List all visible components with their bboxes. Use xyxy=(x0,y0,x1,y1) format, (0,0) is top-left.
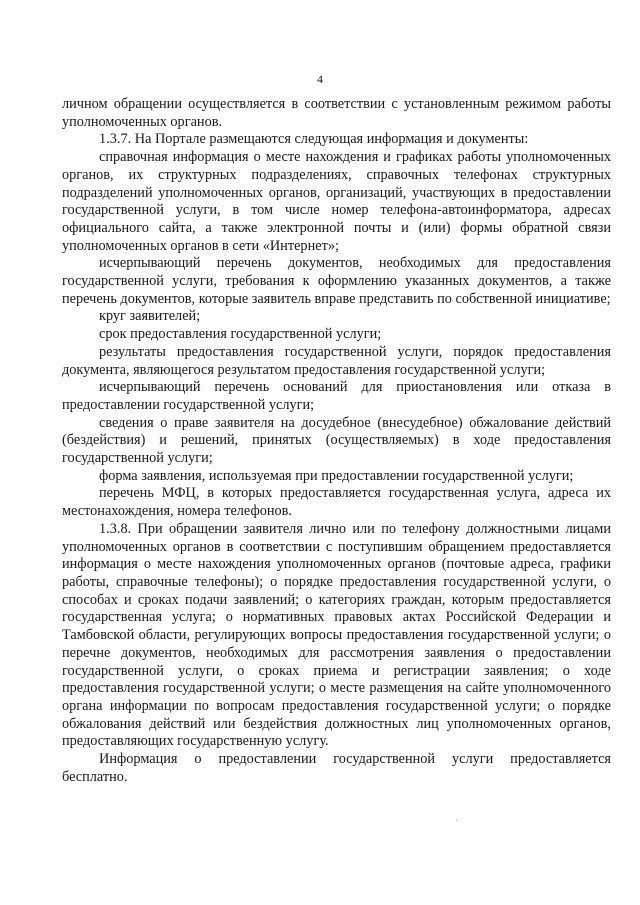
paragraph-continuation: личном обращении осуществляется в соответствии с установленным режимом работы уполномоченных органов. xyxy=(62,96,611,130)
list-item-application-form: форма заявления, используемая при предоставлении государственной услуги; xyxy=(99,467,574,484)
list-item-applicants: круг заявителей; xyxy=(99,308,201,325)
list-item-appeal-rights: сведения о праве заявителя на досудебное (внесудебное) обжалование действий (бездействия) и решений, принятых (осуществляемых) в ходе предоставления государственной услуги; xyxy=(62,414,611,467)
document-body xyxy=(62,96,611,786)
list-item-mfc-list: перечень МФЦ, в которых предоставляется государственная услуга, адреса их местонахождения, номера телефонов. xyxy=(62,485,611,520)
list-item-documents-list: исчерпывающий перечень документов, необходимых для предоставления государственной услуги, требования к оформлению указанных документов, а также перечень документов, которые заявитель вправе представить по собственной инициативе; xyxy=(62,255,611,307)
list-item-reference-info: справочная информация о месте нахождения и графиках работы уполномоченных органов, их структурных подразделениях, справочных телефонах структурных подразделений уполномоченных органов, организаций, участвующих в предоставлении государственной услуги, в том числе номер телефона-автоинформатора, адресах официального сайта, а также электронной почты и (или) формы обратной связи уполномоченных органов в сети «Интернет»; xyxy=(62,149,611,254)
list-item-refusal-grounds: исчерпывающий перечень оснований для приостановления или отказа в предоставлении государственной услуги; xyxy=(62,379,611,413)
page-number: 4 xyxy=(317,72,323,86)
paragraph-free-of-charge: Информация о предоставлении государственной услуги предоставляется бесплатно. xyxy=(62,751,611,785)
list-item-service-term: срок предоставления государственной услуги; xyxy=(99,326,382,343)
paragraph-section-1-3-8: 1.3.8. При обращении заявителя лично или по телефону должностными лицами уполномоченных органов в соответствии с поступившим обращением предоставляется информация о месте нахождения уполномоченных органов (почтовые адреса, графики работы, справочные телефоны); о порядке предоставления государственной услуги, о способах и сроках подачи заявлений; о категориях граждан, которым предоставляется государственная услуга; о нормативных правовых актах Российской Федерации и Тамбовской области, регулирующих вопросы предоставления государственной услуги; о перечне документов, необходимых для рассмотрения заявления о предоставлении государственной услуги, о сроках приема и регистрации заявления; о ходе предоставления государственной услуги; о месте размещения на сайте уполномоченного органа информации по вопросам предоставления государственной услуги; о порядке обжалования действий или бездействия должностных лиц уполномоченных органов, предоставляющих государственную услугу. xyxy=(62,520,611,750)
list-item-service-results: результаты предоставления государственной услуги, порядок предоставления документа, являющегося результатом предоставления государственной услуги; xyxy=(62,343,611,378)
scan-speck xyxy=(456,820,457,821)
paragraph-section-1-3-7: 1.3.7. На Портале размещаются следующая информация и документы: xyxy=(99,131,529,148)
